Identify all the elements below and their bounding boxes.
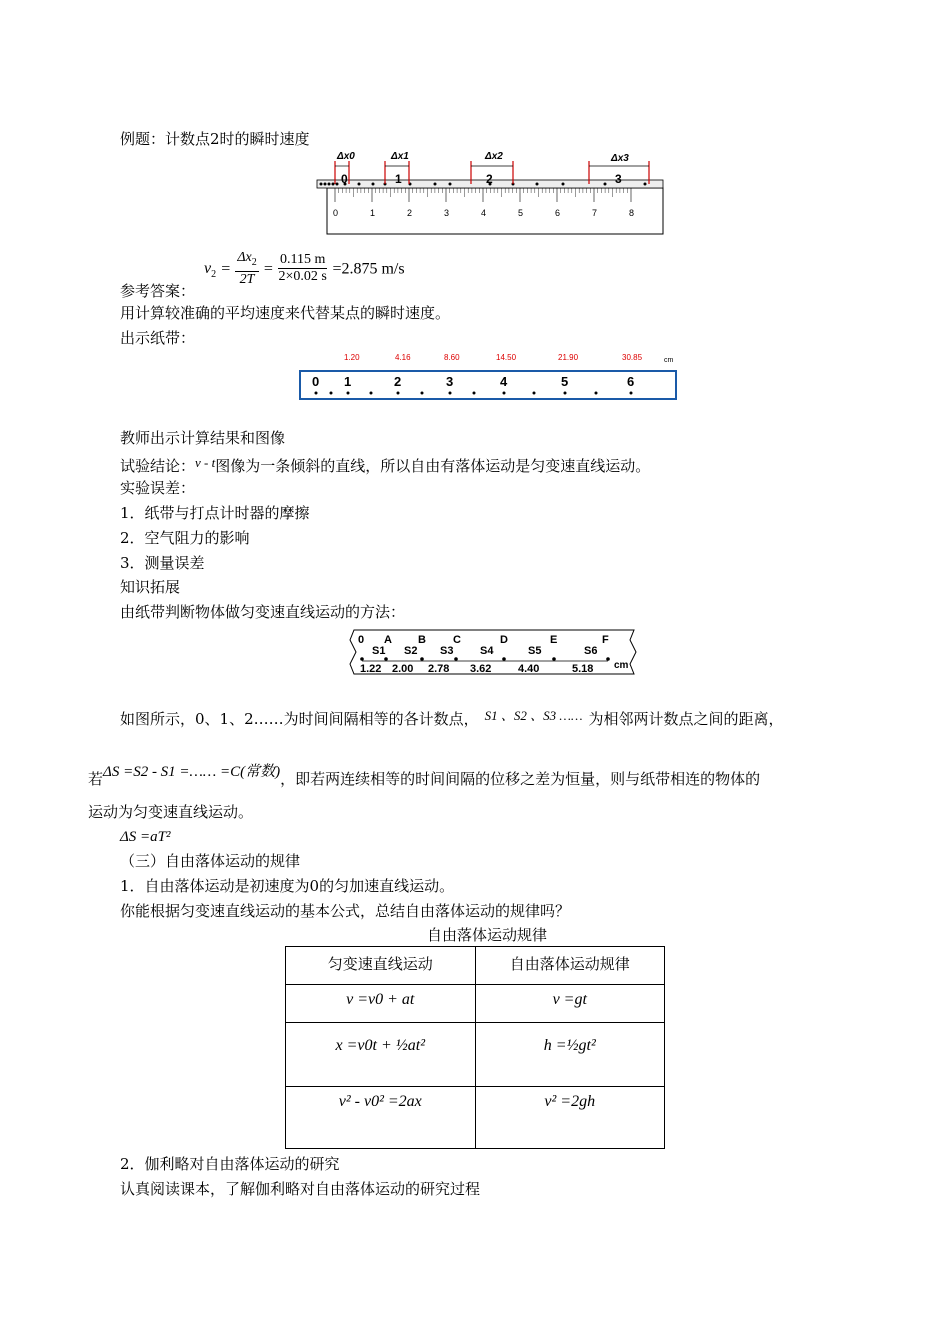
tape2-figure <box>346 626 638 682</box>
question: 你能根据匀变速直线运动的基本公式，总结自由落体运动的规律吗？ <box>120 902 571 920</box>
para2-formula: ΔS =S2 - S1 =…… =C(常数) <box>103 764 281 780</box>
ruler-figure <box>315 146 665 240</box>
tape2-segment: S6 <box>584 645 598 657</box>
tape2-value: 2.78 <box>428 663 450 675</box>
table-cell: v² =2gh <box>475 1087 665 1149</box>
table-caption: 自由落体运动规律 <box>427 926 548 944</box>
conclusion <box>120 454 650 475</box>
tape1-point: 1 <box>344 374 352 389</box>
frac1-den: 2T <box>239 271 255 287</box>
error-item: 2．空气阻力的影响 <box>120 529 250 547</box>
avg-velocity-text: 用计算较准确的平均速度来代替某点的瞬时速度。 <box>120 304 451 322</box>
tape1-point: 2 <box>394 374 402 389</box>
tape2-point: D <box>500 634 508 646</box>
tape2-segment: S3 <box>440 645 454 657</box>
point-number: 2 <box>486 172 493 186</box>
frac2-den: 2×0.02 s <box>278 269 327 285</box>
error-item: 3．测量误差 <box>120 554 205 572</box>
conclusion-prefix: 试验结论： <box>120 457 196 475</box>
table-cell: h =½gt² <box>475 1023 665 1087</box>
formula-lhs: v <box>204 260 212 278</box>
reading: 认真阅读课本，了解伽利略对自由落体运动的研究过程 <box>120 1180 481 1198</box>
teacher-text: 教师出示计算结果和图像 <box>120 429 286 447</box>
frac1-num: Δx <box>237 250 252 265</box>
method-title: 由纸带判断物体做匀变速直线运动的方法： <box>120 603 406 621</box>
show-tape-text: 出示纸带： <box>120 329 196 347</box>
tape2-point: 0 <box>358 634 365 646</box>
tape1-point: 6 <box>627 374 635 389</box>
formula-result: =2.875 m/s <box>332 260 405 278</box>
tape2-segment: S5 <box>528 645 542 657</box>
table-header: 自由落体运动规律 <box>475 947 665 985</box>
delta-label: Δx1 <box>391 151 409 162</box>
para1 <box>120 707 784 728</box>
tape1-unit: cm <box>664 357 674 364</box>
para2 <box>88 763 760 788</box>
tape2-segment: S2 <box>404 645 418 657</box>
tape1-value: 4.16 <box>395 353 411 362</box>
formula-lhs-sub: 2 <box>211 269 217 281</box>
para1-symbols: S1 、S2 、S3 …… <box>484 708 583 723</box>
delta-label: Δx3 <box>611 153 629 164</box>
table-cell: x =v0t + ½at² <box>286 1023 476 1087</box>
tape2-value: 3.62 <box>470 663 492 675</box>
para1-suffix: 为相邻两计数点之间的距离， <box>588 710 784 728</box>
rules-table <box>285 946 665 1149</box>
tape2-value: 2.00 <box>392 663 414 675</box>
tape1-point: 0 <box>312 374 320 389</box>
tape1-figure <box>296 350 680 410</box>
tape1-value: 1.20 <box>344 353 360 362</box>
rule2: 2．伽利略对自由落体运动的研究 <box>120 1155 340 1173</box>
table-cell: v =v0 + at <box>286 985 476 1023</box>
para2-suffix: ，即若两连续相等的时间间隔的位移之差为恒量，则与纸带相连的物体的 <box>280 770 761 788</box>
section3-title: （三）自由落体运动的规律 <box>120 852 301 870</box>
tape1-point: 5 <box>561 374 569 389</box>
scale-label: 7 <box>592 208 598 218</box>
delta-label: Δx0 <box>337 151 355 162</box>
error-item: 1．纸带与打点计时器的摩擦 <box>120 504 310 522</box>
point-number: 1 <box>395 172 402 186</box>
delta-formula: ΔS =aT² <box>120 829 171 845</box>
tape2-point: E <box>550 634 558 646</box>
table-header: 匀变速直线运动 <box>286 947 476 985</box>
tape1-point: 4 <box>500 374 508 389</box>
tape2-segment: S4 <box>480 645 494 657</box>
tape2-point: B <box>418 634 426 646</box>
para2-prefix: 若 <box>88 770 104 788</box>
rule1: 1．自由落体运动是初速度为0的匀加速直线运动。 <box>120 877 455 895</box>
tape2-value: 1.22 <box>360 663 382 675</box>
tape1-value: 14.50 <box>496 353 517 362</box>
tape1-point: 3 <box>446 374 454 389</box>
delta-label: Δx2 <box>485 151 503 162</box>
scale-label: 6 <box>555 208 561 218</box>
extension-title: 知识拓展 <box>120 578 181 596</box>
error-title: 实验误差： <box>120 479 196 497</box>
frac2-num: 0.115 m <box>279 252 326 268</box>
conclusion-suffix: 图像为一条倾斜的直线，所以自由有落体运动是匀变速直线运动。 <box>215 457 651 475</box>
tape2-point: C <box>453 634 461 646</box>
tape2-value: 5.18 <box>572 663 594 675</box>
tape2-value: 4.40 <box>518 663 540 675</box>
scale-label: 3 <box>444 208 450 218</box>
table-cell: v² - v0² =2ax <box>286 1087 476 1149</box>
tape1-value: 21.90 <box>558 353 579 362</box>
scale-label: 0 <box>333 208 339 218</box>
tape1-value: 30.85 <box>622 353 643 362</box>
velocity-formula: $v_2$ = $\frac{\Delta x_2}{2T}$ = $\frac{0.115 m}{2\times 0.02 s}$ =2.875 m/s <box>204 250 405 287</box>
tape1-value: 8.60 <box>444 353 460 362</box>
table-cell: v =gt <box>475 985 665 1023</box>
scale-label: 8 <box>629 208 635 218</box>
vt-symbol: v - t <box>195 455 216 470</box>
example-title: 例题：计数点2时的瞬时速度 <box>120 130 310 148</box>
scale-label: 2 <box>407 208 413 218</box>
point-number: 3 <box>615 172 622 186</box>
answer-label: 参考答案： <box>120 282 196 300</box>
scale-label: 4 <box>481 208 487 218</box>
tape2-point: F <box>602 634 609 646</box>
tape2-segment: S1 <box>372 645 386 657</box>
tape2-point: A <box>384 634 392 646</box>
para3: 运动为匀变速直线运动。 <box>88 803 254 821</box>
para1-prefix: 如图所示，0、1、2……为时间间隔相等的各计数点， <box>120 710 479 728</box>
scale-label: 5 <box>518 208 524 218</box>
scale-label: 1 <box>370 208 376 218</box>
point-number: 0 <box>341 172 348 186</box>
frac1-num-sub: 2 <box>251 256 257 268</box>
tape2-unit: cm <box>614 660 629 671</box>
